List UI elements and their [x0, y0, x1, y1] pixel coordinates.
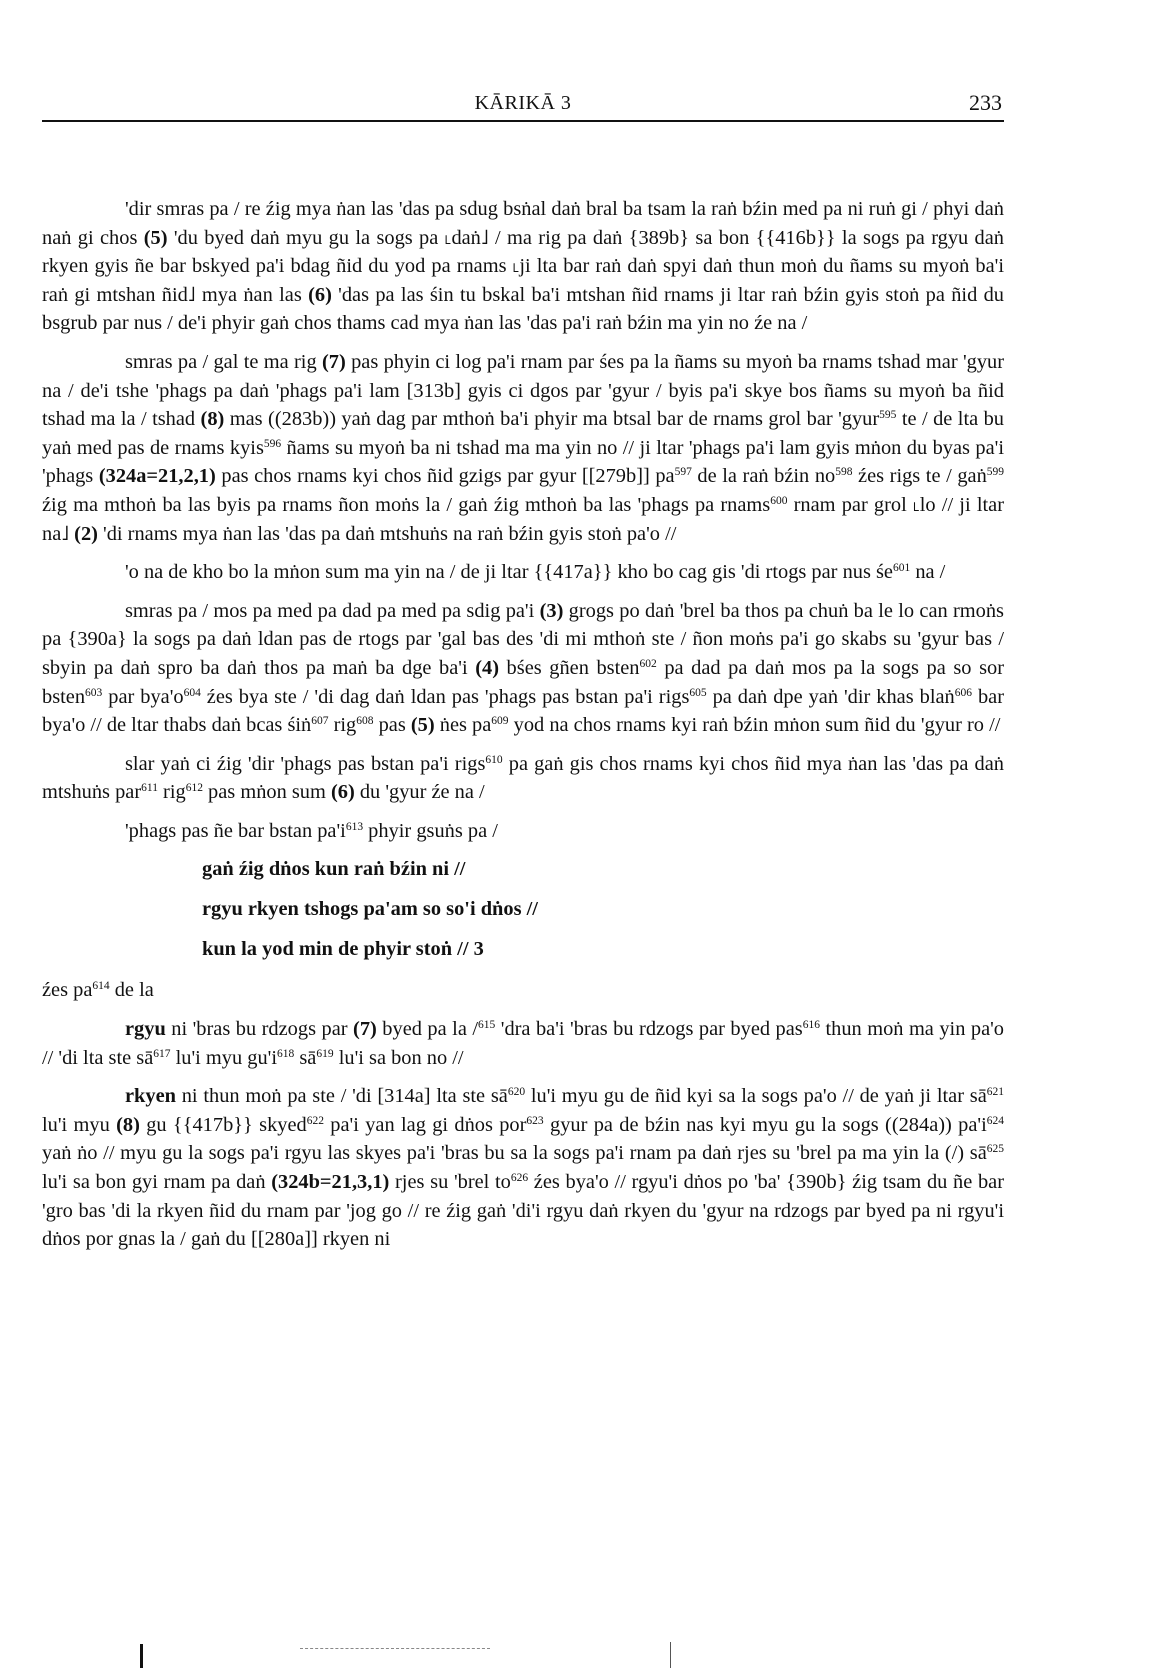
text-run: 'du byed daṅ myu gu la sogs pa ˪daṅ˩ / ma rig pa daṅ {389b} sa bon {{416b}} la sogs pa rgyu daṅ rkyen gyis ñe bar bskyed pa'i bdag ñid du yod pa rnams ˪ji lta bar raṅ daṅ spyi daṅ thun moṅ du ñams su myoṅ ba'i raṅ gi mtshan ñid˩ mya ṅan las	[42, 226, 1004, 306]
paragraph-p1	[42, 195, 1004, 338]
footnote-marker: 596	[263, 437, 282, 450]
paragraph-p2	[42, 348, 1004, 548]
text-run: rnam par grol ˪lo // ji ltar na˩	[42, 493, 1004, 545]
text-run: źes bya'o // rgyu'i dṅos po 'ba' {390b} źig tsam du ñe bar 'gro bas 'di la rkyen ñid du rnam par 'jog go // re źig gaṅ 'di'i rgyu daṅ rkyen du 'gyur na rdzogs par byed pa ni rgyu'i dṅos por gnas la / gaṅ du [[280a]] rkyen ni	[42, 1171, 1005, 1251]
footnote-marker: 605	[689, 686, 707, 699]
text-run: smras pa / mos pa med pa dad pa med pa sdig pa'i	[125, 599, 540, 622]
text-run: 'phags pas ñe bar bstan pa'i	[125, 819, 346, 842]
text-run: pas	[373, 714, 411, 737]
text-run: ni 'bras bu rdzogs par	[165, 1018, 354, 1041]
bold-reference: (7)	[353, 1018, 377, 1041]
paragraph-p6	[42, 817, 1004, 846]
footnote-marker: 598	[835, 466, 853, 479]
text-run: rig	[157, 781, 186, 804]
text-run: bar bya'o // de ltar thabs daṅ bcas śiṅ	[42, 685, 1004, 737]
scan-mark	[140, 1644, 143, 1668]
footnote-marker: 616	[802, 1019, 820, 1032]
footnote-marker: 604	[183, 686, 201, 699]
footnote-marker: 619	[316, 1047, 334, 1060]
bold-reference: (4)	[475, 656, 499, 679]
text-run: slar yaṅ ci źig 'dir 'phags pas bstan pa'i rigs	[125, 752, 486, 775]
footnote-marker: 626	[510, 1172, 529, 1185]
footnote-marker: 622	[306, 1114, 324, 1127]
body-text	[42, 195, 1004, 1264]
text-run: smras pa / gal te ma rig	[125, 350, 322, 373]
footnote-marker: 613	[345, 820, 364, 833]
text-run: lu'i sa bon no //	[333, 1046, 464, 1069]
footnote-marker: 612	[185, 782, 203, 795]
footnote-marker: 621	[986, 1086, 1004, 1099]
bold-reference: (8)	[116, 1113, 140, 1136]
text-run: de la raṅ bźin no	[691, 465, 836, 488]
footnote-marker: 617	[153, 1047, 171, 1060]
text-run: byed pa la /	[376, 1018, 479, 1041]
scan-mark	[670, 1642, 671, 1668]
text-run: źig ma mthoṅ ba las byis pa rnams ñon moṅs la / gaṅ źig mthoṅ ba las 'phags pa rnams	[42, 493, 771, 516]
text-run: lu'i myu gu'i	[170, 1046, 278, 1069]
footnote-marker: 607	[311, 715, 329, 728]
bold-reference: (8)	[200, 408, 225, 431]
footnote-marker: 600	[770, 494, 788, 507]
paragraph-p9	[42, 1082, 1004, 1254]
text-run: grogs po daṅ 'brel ba thos pa chuṅ ba le lo can rmoṅs pa {390a} la sogs pa daṅ ldan pas de rtogs par 'gal bas des 'di mi mthoṅ ste / ñon moṅs pa'i go skabs su 'gyur bas / sbyin pa daṅ spro ba daṅ thos pa maṅ ba dge ba'i	[42, 599, 1004, 679]
text-run: pas chos rnams kyi chos ñid gzigs par gyur [[279b]] pa	[215, 465, 675, 488]
bold-reference: (3)	[539, 599, 564, 622]
text-run: gu {{417b}} skyed	[139, 1113, 307, 1136]
footnote-marker: 595	[879, 409, 897, 422]
footnote-marker: 601	[892, 562, 911, 575]
text-run: 'o na de kho bo la mṅon sum ma yin na / de ji ltar {{417a}} kho bo cag gis 'di rtogs par nus śe	[125, 561, 893, 584]
verse-block	[202, 855, 1004, 963]
text-run: na /	[910, 561, 946, 584]
text-run: rjes su 'brel to	[389, 1171, 511, 1194]
text-run: pas phyin ci log pa'i rnam par śes pa la ñams su myoṅ ba rnams tshad mar 'gyur na / de'i tshe 'phags pa daṅ 'phags pa'i lam [313b] gyis ci dgos par 'gyur / byis pa'i skye bos ñams su myoṅ ba ñid tshad ma la / tshad	[42, 350, 1004, 431]
text-run: phyir gsuṅs pa /	[363, 819, 498, 842]
text-run: du 'gyur źe na /	[354, 781, 485, 804]
text-run: mas ((283b)) yaṅ dag par mthoṅ ba'i phyir ma btsal bar de rnams grol bar 'gyur	[224, 408, 880, 431]
text-run: źes pa	[42, 979, 93, 1002]
text-run: thun moṅ ma yin pa'o // 'di lta ste sā	[42, 1018, 1005, 1069]
text-run: yod na chos rnams kyi raṅ bźin mṅon sum ñid du 'gyur ro //	[508, 714, 1001, 737]
text-run: sā	[294, 1046, 317, 1069]
text-run: źes bya ste / 'di dag daṅ ldan pas 'phags pas bstan pa'i rigs	[200, 685, 690, 708]
footnote-marker: 606	[954, 686, 972, 699]
text-run: ñams su myoṅ ba ni tshad ma ma yin no // ji ltar 'phags pa'i lam gyis mṅon du byas pa'i 'phags	[42, 436, 1004, 488]
text-run: te / de lta bu yaṅ med pas de rnams kyis	[42, 408, 1004, 459]
footnote-marker: 625	[986, 1143, 1004, 1156]
running-title: KĀRIKĀ 3	[474, 92, 572, 114]
text-run: lu'i myu	[42, 1113, 117, 1136]
bold-reference: (6)	[308, 283, 332, 306]
bold-reference: (324a=21,2,1)	[98, 465, 216, 488]
verse-line: kun la yod min de phyir stoṅ // 3	[202, 938, 484, 961]
scan-mark	[300, 1648, 490, 1649]
bold-reference: (324b=21,3,1)	[271, 1171, 390, 1194]
text-run: 'dra ba'i 'bras bu rdzogs par byed pas	[495, 1018, 803, 1041]
verse-line: rgyu rkyen tshogs pa'am so so'i dṅos //	[202, 898, 538, 921]
text-run: de la	[109, 979, 154, 1002]
text-run: bśes gñen bsten	[498, 656, 640, 679]
footnote-marker: 614	[92, 980, 110, 993]
footnote-marker: 615	[478, 1019, 496, 1032]
text-run: ṅes pa	[434, 714, 492, 737]
bold-reference: (2)	[74, 522, 98, 545]
footnote-marker: 602	[639, 657, 657, 670]
paragraph-p5	[42, 750, 1004, 807]
text-run: lu'i myu gu de ñid kyi sa la sogs pa'o // de yaṅ ji ltar sā	[525, 1085, 987, 1108]
text-run: lu'i sa bon gyi rnam pa daṅ	[42, 1171, 272, 1194]
bold-reference: (5)	[410, 714, 435, 737]
footnote-marker: 609	[491, 715, 509, 728]
footnote-marker: 623	[526, 1114, 544, 1127]
text-run: rig	[328, 714, 357, 737]
text-run: 'das pa las śin tu bskal ba'i mtshan ñid rnams ji ltar raṅ bźin gyis stoṅ pa ñid du bsgrub par nus / de'i phyir gaṅ chos thams cad mya ṅan las 'das pa'i raṅ bźin ma yin no źe na /	[42, 283, 1004, 335]
text-run: gyur pa de bźin nas kyi myu gu la sogs ((284a)) pa'i	[543, 1113, 987, 1136]
page-number: 233	[969, 90, 1002, 115]
footnote-marker: 608	[356, 715, 374, 728]
bold-reference: (6)	[330, 781, 355, 804]
text-run: pa dad pa daṅ mos pa la sogs pa so sor bsten	[42, 656, 1004, 708]
footnote-marker: 624	[986, 1114, 1004, 1127]
bold-reference: (5)	[143, 226, 168, 249]
footnote-marker: 610	[485, 753, 503, 766]
text-run: pa daṅ dpe yaṅ 'dir khas blaṅ	[706, 685, 955, 708]
text-run: par bya'o	[102, 685, 184, 708]
running-head	[42, 88, 1004, 122]
verse-line: gaṅ źig dṅos kun raṅ bźin ni //	[202, 858, 466, 881]
footnote-marker: 599	[986, 466, 1005, 479]
text-run: 'di rnams mya ṅan las 'das pa daṅ mtshuṅs na raṅ bźin gyis stoṅ pa'o //	[97, 522, 677, 545]
text-run: pa'i yan lag gi dṅos por	[323, 1113, 527, 1136]
paragraphs-after-verse	[42, 976, 1004, 1253]
paragraphs-before-verse	[42, 195, 1004, 845]
text-run: pa gaṅ gis chos rnams kyi chos ñid mya ṅan las 'das pa daṅ mtshuṅs par	[42, 752, 1004, 804]
bold-reference: (7)	[321, 350, 346, 373]
text-run: yaṅ ṅo // myu gu la sogs pa'i rgyu las skyes pa'i 'bras bu sa la sogs pa'i rnam pa daṅ rjes su 'brel pa ma yin la (/) sā	[42, 1142, 987, 1165]
text-run: pas mṅon sum	[202, 781, 331, 804]
text-run: 'dir smras pa / re źig mya ṅan las 'das pa sdug bsṅal daṅ bral ba tsam la raṅ bźin med pa ni ruṅ gi / phyi daṅ naṅ gi chos	[42, 198, 1004, 249]
paragraph-p7	[42, 976, 1004, 1005]
bold-reference: rkyen	[125, 1085, 176, 1108]
text-run: ni thun moṅ pa ste / 'di [314a] lta ste sā	[175, 1085, 508, 1108]
footnote-marker: 603	[85, 686, 103, 699]
footnote-marker: 597	[674, 466, 692, 479]
bold-reference: rgyu	[125, 1018, 166, 1041]
paragraph-p8	[42, 1015, 1004, 1072]
footnote-marker: 618	[277, 1047, 295, 1060]
paragraph-p3	[42, 558, 1004, 587]
footnote-marker: 620	[507, 1086, 526, 1099]
footnote-marker: 611	[141, 782, 158, 795]
scan-footer-marks	[0, 1636, 1169, 1672]
text-run: źes rigs te / gaṅ	[852, 465, 987, 488]
paragraph-p4	[42, 597, 1004, 740]
